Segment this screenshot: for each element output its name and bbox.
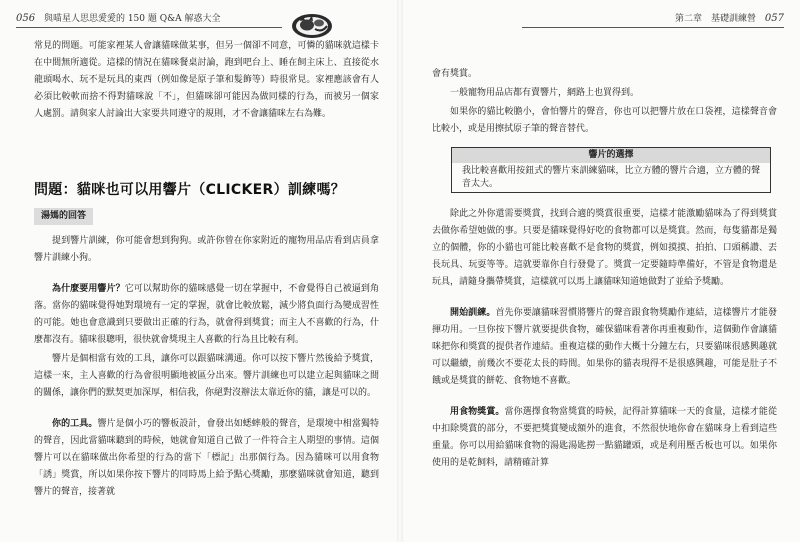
answer-paragraph [34,281,379,349]
left-page [0,0,398,542]
right-page [402,0,800,542]
tip-box [451,147,771,193]
intro-paragraph: 常見的問題。可能家裡某人會讓貓咪做某事，但另一個卻不同意，可憐的貓咪就這樣卡在中間無所適從。這樣的情況在貓咪餐桌討論，跑到吧台上、睡在飼主床上、直接從水龍頭喝水、玩不是玩具的東西（例如像是原子筆和髮飾等）時很常見。家裡應該會有人必須比較軟而捨不得對貓咪說「不」，但貓咪卻可能因為做同樣的行為，而被另一個家人處罰。請與家人討論出大家要共同遵守的規則，才不會讓貓咪左右為難。 [34,41,379,119]
right-bottom-text [432,206,777,474]
answer-paragraph-text: 提到響片訓練，你可能會想到狗狗。或許你曾在你家附近的寵物用品店看到店員拿響片訓練小狗。 [34,236,379,263]
left-running-title: 與喵星人思思愛愛的 150 題 Q&A 解惑大全 [43,14,221,24]
answer-paragraph-lead: 為什麼要用響片？ [52,284,125,294]
answer-paragraph [34,233,379,267]
left-header-rule [16,27,282,28]
right-running-title: 第二章 基礎訓練營 [675,14,757,24]
question-title: 問題：貓咪也可以用響片（CLICKER）訓練嗎？ [34,182,346,198]
right-paragraph-text: 除此之外你還需要獎賞，找到合適的獎賞很重要，這樣才能激勵貓咪為了得到獎賞去做你希望她做的事。只要是貓咪覺得好吃的食物都可以是獎賞。然而，每隻貓都是獨立的個體，你的小貓也可能比較喜歡不是食物的獎賞，例如摸摸、拍拍、口頭稱讚、丟長玩具、玩耍等等。這就要靠你自行發覺了。獎賞一定要隨時準備好，不管是食物還是玩具，請隨身攜帶獎賞，這樣就可以馬上讓貓咪知道她做對了並給予獎勵。 [432,209,777,287]
answer-paragraph-text: 響片是個相當有效的工具，讓你可以跟貓咪溝通。你可以按下響片然後給予獎賞，這樣一來，主人喜歡的行為會很明顯地被區分出來。響片訓練也可以建立起與貓咪之間的關係，讓你們的默契更加深厚，相信我，你絕對沒辦法太靠近你的貓，讓是可以的。 [34,354,379,398]
right-paragraph: 如果你的貓比較膽小，會怕響片的聲音，你也可以把響片放在口袋裡，這樣聲音會比較小，或是用擦拭原子筆的聲音替代。 [432,107,777,134]
right-paragraph [432,404,777,472]
right-header [675,11,784,24]
left-header [16,11,220,24]
answer-tag: 湯媽的回答 [34,208,93,225]
right-header-rule [522,27,784,28]
right-page-number: 057 [764,13,784,24]
right-paragraph-text: 首先你要讓貓咪習慣將響片的聲音跟食物獎勵作連結，這樣響片才能發揮功用。一旦你按下響片就要提供食物，確保貓咪看著你再重複動作，這個動作會讓貓咪把你和獎賞的提供者作連結。重複這樣的動作大概十分鐘左右，只要貓咪很感興趣就可以繼續，前幾次不要花太長的時間。如果你的貓表現得不是很感興趣，可能是肚子不餓或是獎賞的餅乾、食物她不喜歡。 [432,308,777,386]
right-paragraph: 一般寵物用品店都有賣響片，網路上也買得到。 [450,88,640,98]
answer-paragraph-lead: 你的工具。 [52,419,98,429]
right-top-text [432,66,777,140]
answer-paragraph-text: 響片是個小巧的響板設計，會發出如蟋蟀般的聲音，是環境中相當獨特的聲音，因此當貓咪聽到的時候，她就會知道自己做了一件符合主人期望的事情。這個響片可以在貓咪做出你希望的行為的當下「標記」出那個行為。因為貓咪可以用食物「誘」獎賞，所以如果你按下響片的同時馬上給予點心獎勵，那麼貓咪就會知道，聽到響片的聲音，接著就 [34,419,379,497]
tip-box-text: 我比較喜歡用按鈕式的響片來訓練貓咪，比立方體的響片合適，立方體的聲音太大。 [462,166,760,189]
right-paragraph-text: 當你選擇食物當獎賞的時候，記得計算貓咪一天的食量，這樣才能從中扣除獎賞的部分，不要把獎賞變成額外的進食，不然很快地你會在貓咪身上看到這些重量。你可以用給貓咪食物的湯匙湯匙撈一點貓罐頭，或是利用壓舌板也可以。如果你使用的是乾飼料，請精確計算 [432,407,777,468]
right-paragraph-lead: 用食物獎賞。 [450,407,505,417]
left-intro-text [34,38,379,125]
left-answer-text [34,233,379,503]
tip-box-title: 響片的選擇 [452,148,770,163]
right-paragraph-lead: 開始訓練。 [450,308,496,318]
answer-paragraph [34,351,379,402]
right-paragraph [432,305,777,390]
right-paragraph [432,206,777,291]
right-paragraph: 會有獎賞。 [432,69,478,79]
left-page-number: 056 [16,13,36,24]
sleeping-cat-icon [289,6,335,40]
answer-paragraph-text: 它可以幫助你的貓咪感覺一切在掌握中，不會覺得自己被逼到角落。當你的貓咪覺得她對環境有一定的掌握，就會比較放鬆，減少將負面行為變成習性的可能。她也會意識到只要做出正確的行為，就會得到獎賞；而主人不喜歡的行為，什麼都沒有。貓咪很聰明，很快就會獎現主人喜歡的行為且比較有利。 [34,284,379,345]
answer-paragraph [34,416,379,501]
